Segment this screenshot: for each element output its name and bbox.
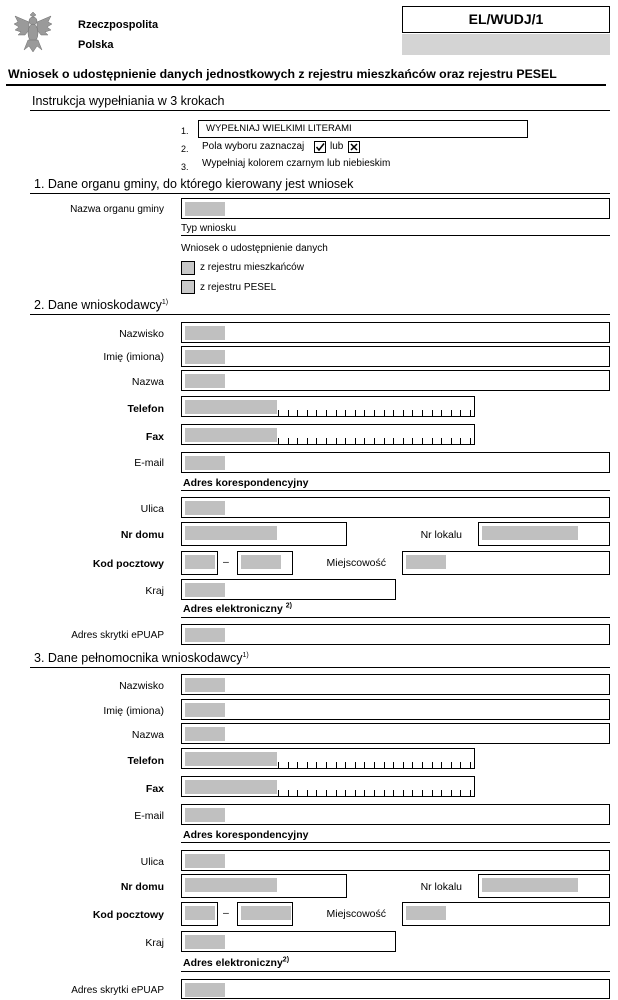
form-code-box — [402, 6, 610, 33]
digit-separator-tick — [403, 438, 404, 444]
digit-separator-tick — [432, 762, 433, 768]
s3-postal-input-part2[interactable] — [237, 902, 293, 926]
digit-separator-tick — [364, 438, 365, 444]
digit-separator-tick — [307, 790, 308, 796]
digit-separator-tick — [355, 790, 356, 796]
s3-e-address-text: Adres elektroniczny — [183, 957, 283, 969]
s2-surname-input[interactable] — [181, 322, 610, 343]
s3-fax-input[interactable] — [181, 776, 475, 797]
request-label: Wniosek o udostępnienie danych — [181, 243, 328, 254]
s2-e-address-text: Adres elektroniczny — [183, 603, 283, 615]
digit-separator-tick — [451, 762, 452, 768]
s3-flat-input[interactable] — [478, 874, 610, 898]
digit-separator-tick — [297, 410, 298, 416]
digit-separator-tick — [355, 762, 356, 768]
digit-separator-tick — [422, 790, 423, 796]
digit-separator-tick — [403, 410, 404, 416]
s2-flat-label: Nr lokalu — [420, 529, 462, 541]
digit-separator-tick — [403, 790, 404, 796]
s2-epuap-input[interactable] — [181, 624, 610, 645]
digit-separator-tick — [432, 790, 433, 796]
s3-epuap-label: Adres skrytki ePUAP — [71, 985, 164, 996]
step2-text: Pola wyboru zaznaczaj — [202, 141, 305, 152]
digit-separator-tick — [412, 762, 413, 768]
digit-separator-tick — [278, 790, 279, 796]
digit-separator-tick — [278, 762, 279, 768]
digit-separator-tick — [470, 762, 471, 768]
s2-corr-address-underline — [181, 490, 610, 491]
digit-separator-tick — [364, 762, 365, 768]
digit-separator-tick — [316, 410, 317, 416]
section2-title-text: 2. Dane wnioskodawcy — [34, 298, 162, 312]
title-underline — [6, 84, 606, 86]
s3-corr-address-heading: Adres korespondencyjny — [183, 829, 309, 841]
s2-email-input[interactable] — [181, 452, 610, 473]
digit-separator-tick — [432, 438, 433, 444]
digit-separator-tick — [336, 410, 337, 416]
step2-number: 2. — [181, 144, 189, 154]
digit-separator-tick — [460, 410, 461, 416]
digit-separator-tick — [393, 790, 394, 796]
digit-separator-tick — [355, 438, 356, 444]
s2-names-label: Imię (imiona) — [103, 351, 164, 363]
s3-phone-label: Telefon — [127, 755, 164, 767]
digit-separator-tick — [336, 790, 337, 796]
s3-city-input[interactable] — [402, 902, 610, 926]
digit-separator-tick — [316, 438, 317, 444]
digit-separator-tick — [451, 790, 452, 796]
section3-footnote: 1) — [242, 651, 249, 659]
s3-fax-label: Fax — [145, 783, 164, 795]
s2-postal-dash: – — [223, 556, 229, 568]
step1-number: 1. — [181, 126, 189, 136]
digit-separator-tick — [345, 438, 346, 444]
digit-separator-tick — [412, 410, 413, 416]
s2-postal-input-part2[interactable] — [237, 551, 293, 575]
digit-separator-tick — [384, 790, 385, 796]
section2-underline — [30, 314, 610, 315]
digit-separator-tick — [288, 438, 289, 444]
organ-name-input[interactable] — [181, 198, 610, 219]
step2-or: lub — [330, 141, 344, 152]
s2-street-input[interactable] — [181, 497, 610, 518]
s2-fax-label: Fax — [145, 431, 164, 443]
digit-separator-tick — [278, 410, 279, 416]
s2-e-address-underline — [181, 617, 610, 618]
instructions-heading: Instrukcja wypełniania w 3 krokach — [32, 94, 225, 108]
s2-surname-label: Nazwisko — [119, 328, 164, 340]
s3-name-label: Nazwa — [131, 729, 164, 741]
step3-text: Wypełniaj kolorem czarnym lub niebieskim — [202, 158, 391, 169]
digit-separator-tick — [422, 438, 423, 444]
digit-separator-tick — [278, 438, 279, 444]
s2-city-input[interactable] — [402, 551, 610, 575]
digit-separator-tick — [364, 790, 365, 796]
s3-country-label: Kraj — [145, 937, 164, 949]
country-name-line1: Rzeczpospolita — [78, 19, 159, 31]
s2-fax-input[interactable] — [181, 424, 475, 445]
digit-separator-tick — [364, 410, 365, 416]
s2-house-label: Nr domu — [120, 529, 164, 541]
digit-separator-tick — [326, 410, 327, 416]
digit-separator-tick — [374, 790, 375, 796]
s2-phone-input[interactable] — [181, 396, 475, 417]
register-pesel-checkbox[interactable] — [181, 280, 195, 294]
digit-separator-tick — [384, 410, 385, 416]
s3-corr-address-underline — [181, 842, 610, 843]
digit-separator-tick — [422, 762, 423, 768]
step3-number: 3. — [181, 162, 189, 172]
s2-name-label: Nazwa — [131, 376, 164, 388]
s3-house-label: Nr domu — [120, 881, 164, 893]
request-type-underline — [181, 235, 610, 236]
s3-names-label: Imię (imiona) — [103, 705, 164, 717]
form-title: Wniosek o udostępnienie danych jednostkowych z rejestru mieszkańców oraz rejestru PESEL — [8, 67, 557, 81]
digit-separator-tick — [460, 790, 461, 796]
digit-separator-tick — [432, 410, 433, 416]
digit-separator-tick — [336, 762, 337, 768]
digit-separator-tick — [384, 762, 385, 768]
form-code-gray-strip — [402, 34, 610, 55]
s3-flat-label: Nr lokalu — [420, 881, 462, 893]
form-code: EL/WUDJ/1 — [468, 11, 544, 27]
s3-email-input[interactable] — [181, 804, 610, 825]
s2-house-input[interactable] — [181, 522, 347, 546]
digit-separator-tick — [355, 410, 356, 416]
section3-underline — [30, 667, 610, 668]
digit-separator-tick — [441, 410, 442, 416]
digit-separator-tick — [307, 410, 308, 416]
s2-epuap-label: Adres skrytki ePUAP — [71, 630, 164, 641]
digit-separator-tick — [345, 410, 346, 416]
digit-separator-tick — [316, 762, 317, 768]
digit-separator-tick — [374, 762, 375, 768]
digit-separator-tick — [393, 438, 394, 444]
s3-street-input[interactable] — [181, 850, 610, 871]
instructions-underline — [30, 110, 610, 111]
section1-underline — [30, 193, 610, 194]
s3-name-input[interactable] — [181, 723, 610, 744]
s3-postal-dash: – — [223, 907, 229, 919]
s3-postal-label: Kod pocztowy — [92, 909, 164, 921]
digit-separator-tick — [470, 438, 471, 444]
digit-separator-tick — [307, 438, 308, 444]
digit-separator-tick — [441, 762, 442, 768]
digit-separator-tick — [345, 790, 346, 796]
section3-title-text: 3. Dane pełnomocnika wnioskodawcy — [34, 651, 243, 665]
digit-separator-tick — [470, 790, 471, 796]
s3-e-address-footnote: 2) — [282, 956, 290, 964]
digit-separator-tick — [441, 790, 442, 796]
digit-separator-tick — [288, 410, 289, 416]
request-type-label: Typ wniosku — [181, 223, 237, 234]
s2-postal-input-part1[interactable] — [181, 551, 218, 575]
digit-separator-tick — [316, 790, 317, 796]
digit-separator-tick — [470, 410, 471, 416]
digit-separator-tick — [288, 762, 289, 768]
country-name-line2: Polska — [78, 39, 114, 51]
s3-email-label: E-mail — [134, 810, 164, 822]
digit-separator-tick — [288, 790, 289, 796]
digit-separator-tick — [460, 438, 461, 444]
organ-name-label: Nazwa organu gminy — [70, 204, 164, 215]
s3-phone-input[interactable] — [181, 748, 475, 769]
s3-e-address-heading — [183, 956, 289, 970]
s2-corr-address-heading: Adres korespondencyjny — [183, 477, 309, 489]
s2-country-input[interactable] — [181, 579, 396, 600]
section2-title — [34, 297, 168, 313]
digit-separator-tick — [374, 438, 375, 444]
register-residents-checkbox[interactable] — [181, 261, 195, 275]
digit-separator-tick — [451, 410, 452, 416]
digit-separator-tick — [345, 762, 346, 768]
register-residents-label: z rejestru mieszkańców — [200, 262, 304, 273]
s2-street-label: Ulica — [140, 503, 164, 515]
s3-house-input[interactable] — [181, 874, 347, 898]
digit-separator-tick — [441, 438, 442, 444]
s2-e-address-heading — [183, 602, 292, 616]
s2-email-label: E-mail — [134, 457, 164, 469]
digit-separator-tick — [393, 762, 394, 768]
digit-separator-tick — [297, 790, 298, 796]
polish-eagle-emblem-icon — [12, 8, 54, 54]
s3-postal-input-part1[interactable] — [181, 902, 218, 926]
digit-separator-tick — [422, 410, 423, 416]
register-pesel-label: z rejestru PESEL — [200, 282, 277, 293]
s3-country-input[interactable] — [181, 931, 396, 952]
digit-separator-tick — [393, 410, 394, 416]
s2-phone-label: Telefon — [127, 403, 164, 415]
digit-separator-tick — [403, 762, 404, 768]
digit-separator-tick — [460, 762, 461, 768]
s2-e-address-footnote: 2) — [285, 602, 292, 610]
digit-separator-tick — [297, 762, 298, 768]
checkbox-checked-icon — [314, 140, 326, 152]
s2-flat-input[interactable] — [478, 522, 610, 546]
s2-postal-label: Kod pocztowy — [92, 558, 164, 570]
s2-name-input[interactable] — [181, 370, 610, 391]
digit-separator-tick — [326, 762, 327, 768]
s3-surname-input[interactable] — [181, 674, 610, 695]
s3-epuap-input[interactable] — [181, 979, 610, 999]
s3-city-label: Miejscowość — [326, 908, 386, 920]
s3-names-input[interactable] — [181, 699, 610, 720]
digit-separator-tick — [384, 438, 385, 444]
digit-separator-tick — [412, 790, 413, 796]
s3-e-address-underline — [181, 971, 610, 972]
section3-title — [34, 650, 249, 666]
s2-names-input[interactable] — [181, 346, 610, 367]
s3-surname-label: Nazwisko — [119, 680, 164, 692]
s2-country-label: Kraj — [145, 585, 164, 597]
digit-separator-tick — [326, 438, 327, 444]
digit-separator-tick — [451, 438, 452, 444]
digit-separator-tick — [297, 438, 298, 444]
s2-city-label: Miejscowość — [326, 557, 386, 569]
digit-separator-tick — [412, 438, 413, 444]
section1-title: 1. Dane organu gminy, do którego kierowany jest wniosek — [34, 177, 354, 191]
digit-separator-tick — [307, 762, 308, 768]
digit-separator-tick — [326, 790, 327, 796]
digit-separator-tick — [374, 410, 375, 416]
digit-separator-tick — [336, 438, 337, 444]
s3-street-label: Ulica — [140, 856, 164, 868]
section2-footnote: 1) — [161, 298, 169, 306]
checkbox-crossed-icon — [348, 140, 360, 152]
step1-text: WYPEŁNIAJ WIELKIMI LITERAMI — [206, 123, 352, 134]
